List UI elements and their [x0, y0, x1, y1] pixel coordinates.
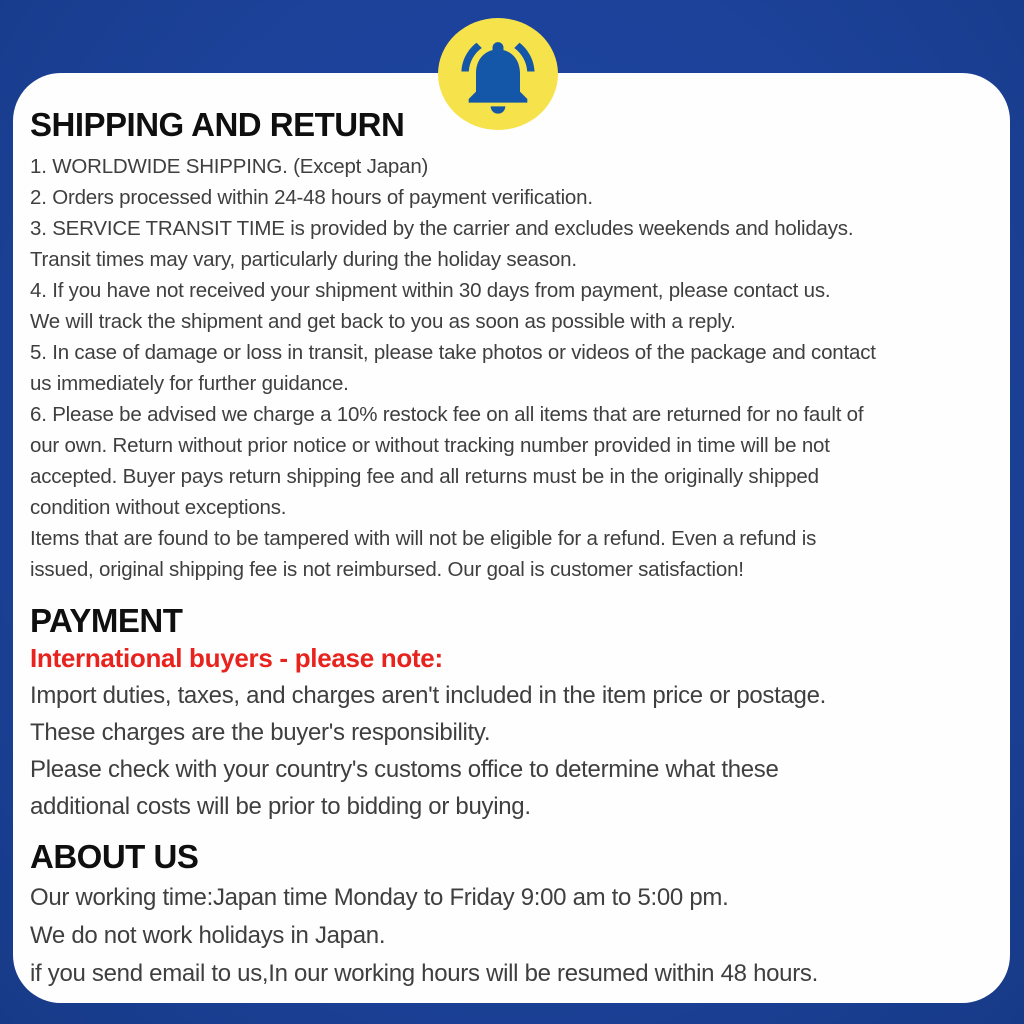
shipping-line: 6. Please be advised we charge a 10% restock fee on all items that are returned for no fault of — [30, 403, 864, 426]
shipping-line: issued, original shipping fee is not reimbursed. Our goal is customer satisfaction! — [30, 558, 744, 581]
shipping-line: 5. In case of damage or loss in transit, please take photos or videos of the package and contact — [30, 341, 876, 364]
payment-line: additional costs will be prior to bidding or buying. — [30, 793, 531, 820]
about-line: We do not work holidays in Japan. — [30, 922, 386, 949]
international-buyers-note: International buyers - please note: — [30, 643, 443, 673]
shipping-line: us immediately for further guidance. — [30, 372, 349, 395]
about-line: if you send email to us,In our working hours will be resumed within 48 hours. — [30, 960, 818, 987]
payment-section-body — [30, 677, 992, 825]
shipping-section-body — [30, 151, 992, 585]
about-line: Our working time:Japan time Monday to Friday 9:00 am to 5:00 pm. — [30, 884, 729, 911]
shipping-line: accepted. Buyer pays return shipping fee and all returns must be in the originally shipped — [30, 465, 819, 488]
shipping-line: our own. Return without prior notice or without tracking number provided in time will be not — [30, 434, 830, 457]
shipping-line: 4. If you have not received your shipment within 30 days from payment, please contact us. — [30, 279, 831, 302]
shipping-line: 2. Orders processed within 24-48 hours of payment verification. — [30, 186, 593, 209]
payment-line: Please check with your country's customs office to determine what these — [30, 756, 779, 783]
shipping-line: Items that are found to be tampered with will not be eligible for a refund. Even a refund is — [30, 527, 817, 550]
notification-badge — [438, 18, 558, 130]
shipping-line: Transit times may vary, particularly during the holiday season. — [30, 248, 577, 271]
about-section-title: ABOUT US — [30, 838, 199, 875]
shipping-line: condition without exceptions. — [30, 496, 287, 519]
shipping-line: 1. WORLDWIDE SHIPPING. (Except Japan) — [30, 155, 429, 178]
bell-icon — [454, 33, 542, 121]
payment-line: Import duties, taxes, and charges aren't included in the item price or postage. — [30, 682, 827, 709]
policy-card — [13, 73, 1010, 1003]
about-section-body — [30, 879, 992, 993]
shipping-line: We will track the shipment and get back to you as soon as possible with a reply. — [30, 310, 736, 333]
shipping-line: 3. SERVICE TRANSIT TIME is provided by the carrier and excludes weekends and holidays. — [30, 217, 854, 240]
payment-line: These charges are the buyer's responsibility. — [30, 719, 491, 746]
shipping-section-title: SHIPPING AND RETURN — [30, 106, 405, 143]
payment-section-title: PAYMENT — [30, 602, 183, 639]
